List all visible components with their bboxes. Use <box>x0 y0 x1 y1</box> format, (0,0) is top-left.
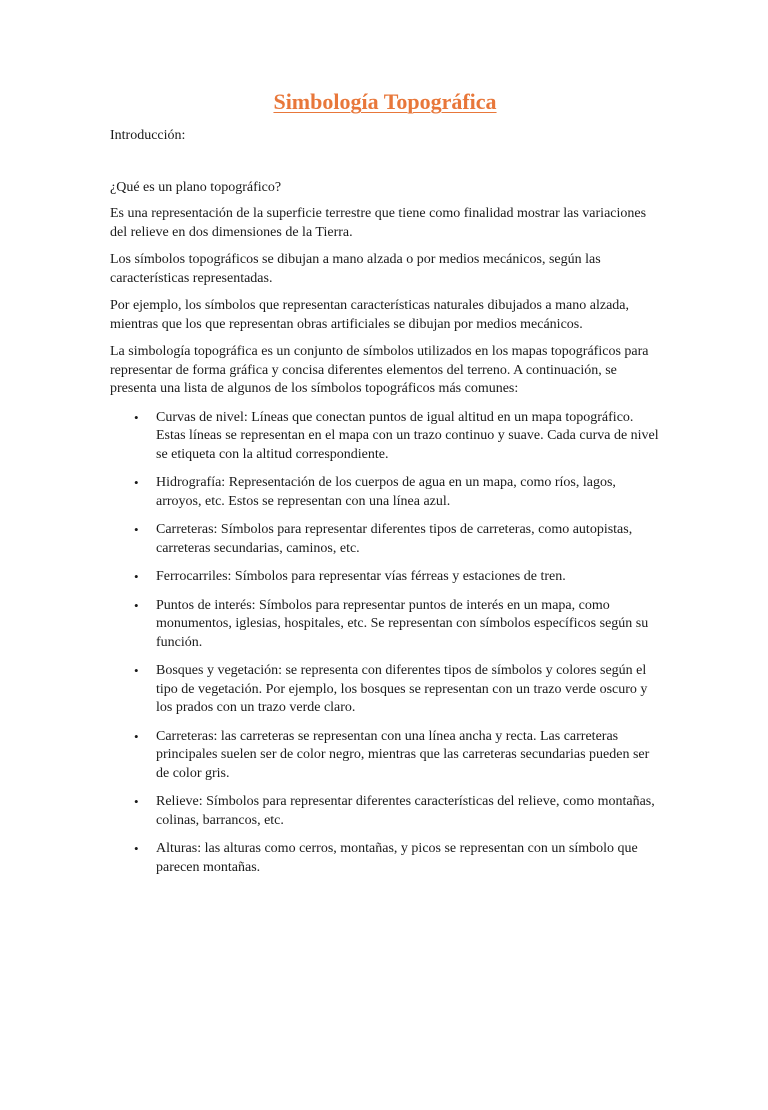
symbols-list <box>110 409 660 878</box>
list-item-text: Bosques y vegetación: se representa con diferentes tipos de símbolos y colores según el tipo de vegetación. Por ejemplo, los bosques se representan con un trazo verde oscuro y los prados con un trazo verde claro. <box>156 663 648 715</box>
paragraph: Los símbolos topográficos se dibujan a mano alzada o por medios mecánicos, según las características representadas. <box>110 252 601 286</box>
list-item <box>110 728 660 784</box>
list-item <box>110 840 660 877</box>
bullet-icon: • <box>134 409 139 425</box>
list-item-text: Carreteras: las carreteras se representan con una línea ancha y recta. Las carreteras principales suelen ser de color negro, mientras que las carreteras secundarias pueden ser de color gris. <box>156 728 650 781</box>
list-item <box>110 409 660 465</box>
list-item-text: Alturas: las alturas como cerros, montañas, y picos se representan con un símbolo que parecen montañas. <box>156 841 638 875</box>
list-item <box>110 662 660 718</box>
question-heading: ¿Qué es un plano topográfico? <box>110 180 282 195</box>
list-item <box>110 474 660 511</box>
list-item-text: Hidrografía: Representación de los cuerpos de agua en un mapa, como ríos, lagos, arroyos, etc. Estos se representan con una línea azul. <box>156 475 616 509</box>
list-item-text: Puntos de interés: Símbolos para representar puntos de interés en un mapa, como monumentos, iglesias, hospitales, etc. Se representan con símbolos específicos según su función. <box>156 597 649 650</box>
list-item-text: Relieve: Símbolos para representar diferentes características del relieve, como montañas, colinas, barrancos, etc. <box>156 794 655 828</box>
bullet-icon: • <box>134 569 139 584</box>
paragraph: Es una representación de la superficie terrestre que tiene como finalidad mostrar las variaciones del relieve en dos dimensiones de la Tierra. <box>110 206 647 240</box>
intro-heading: Introducción: <box>110 128 186 143</box>
bullet-icon: • <box>134 841 139 856</box>
bullet-icon: • <box>134 597 139 613</box>
list-item <box>110 521 660 558</box>
list-item <box>110 568 660 587</box>
document-title: Simbología Topográfica <box>273 89 497 114</box>
document-page <box>0 86 768 1110</box>
bullet-icon: • <box>134 522 139 537</box>
bullet-icon: • <box>134 475 139 490</box>
list-item <box>110 597 660 653</box>
paragraph: Por ejemplo, los símbolos que representan características naturales dibujados a mano alzada, mientras que los que representan obras artificiales se dibujan por medios mecánicos. <box>110 298 629 332</box>
bullet-icon: • <box>134 663 139 678</box>
list-item-text: Carreteras: Símbolos para representar diferentes tipos de carreteras, como autopistas, carreteras secundarias, caminos, etc. <box>156 522 633 556</box>
bullet-icon: • <box>134 728 139 744</box>
list-item-text: Ferrocarriles: Símbolos para representar vías férreas y estaciones de tren. <box>156 569 566 584</box>
list-item-text: Curvas de nivel: Líneas que conectan puntos de igual altitud en un mapa topográfico. Estas líneas se representan en el mapa con un trazo continuo y suave. Cada curva de nivel se etiqueta con la altitud correspondiente. <box>156 409 659 462</box>
paragraph: La simbología topográfica es un conjunto de símbolos utilizados en los mapas topográficos para representar de forma gráfica y concisa diferentes elementos del terreno. A continuación, se presenta una lista de algunos de los símbolos topográficos más comunes: <box>110 344 649 396</box>
list-item <box>110 793 660 830</box>
bullet-icon: • <box>134 794 139 809</box>
